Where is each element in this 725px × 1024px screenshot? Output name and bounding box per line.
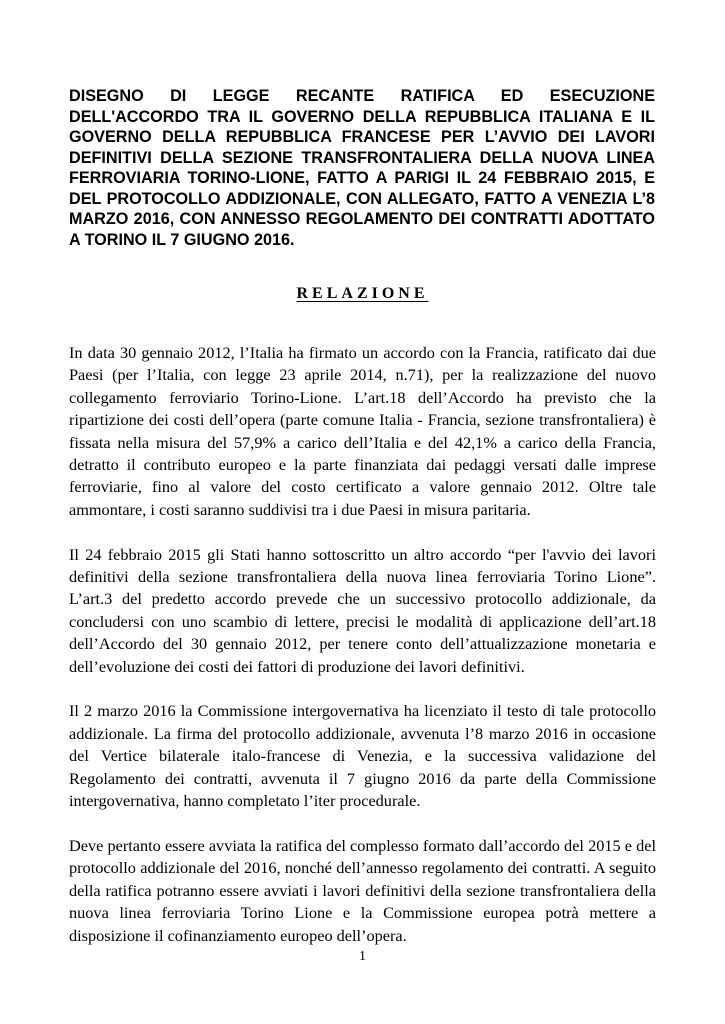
document-body: [69, 342, 656, 969]
document-title: DISEGNO DI LEGGE RECANTE RATIFICA ED ESECUZIONE DELL'ACCORDO TRA IL GOVERNO DELLA REPUBBLICA ITALIANA E IL GOVERNO DELLA REPUBBLICA FRANCESE PER L’AVVIO DEI LAVORI DEFINITIVI DELLA SEZIONE TRANSFRONTALIERA DELLA NUOVA LINEA FERROVIARIA TORINO-LIONE, FATTO A PARIGI IL 24 FEBBRAIO 2015, E DEL PROTOCOLLO ADDIZIONALE, CON ALLEGATO, FATTO A VENEZIA L’8 MARZO 2016, CON ANNESSO REGOLAMENTO DEI CONTRATTI ADOTTATO A TORINO IL 7 GIUGNO 2016.: [69, 87, 655, 249]
paragraph-4: Deve pertanto essere avviata la ratifica del complesso formato dall’accordo del 2015 e del protocollo addizionale del 2016, nonché dell’annesso regolamento dei contratti. A seguito della ratifica potranno essere avviati i lavori definitivi della sezione transfrontaliera della nuova linea ferroviaria Torino Lione e la Commissione europea potrà mettere a disposizione il cofinanziamento europeo dell’opera.: [69, 835, 656, 945]
section-heading: RELAZIONE: [296, 285, 429, 302]
paragraph-3: Il 2 marzo 2016 la Commissione intergovernativa ha licenziato il testo di tale protocollo addizionale. La firma del protocollo addizionale, avvenuta l’8 marzo 2016 in occasione del Vertice bilaterale italo-francese di Venezia, e la successiva validazione del Regolamento dei contratti, avvenuta il 7 giugno 2016 da parte della Commissione intergovernativa, hanno completato l’iter procedurale.: [69, 701, 656, 811]
paragraph-2: Il 24 febbraio 2015 gli Stati hanno sottoscritto un altro accordo “per l'avvio dei lavori definitivi della sezione transfrontaliera della nuova linea ferroviaria Torino Lione”. L’art.3 del predetto accordo prevede che un successivo protocollo addizionale, da concludersi con uno scambio di lettere, precisi le modalità di applicazione dell’art.18 dell’Accordo del 30 gennaio 2012, per tenere conto dell’attualizzazione monetaria e dell’evoluzione dei costi dei fattori di produzione dei lavori definitivi.: [69, 544, 656, 676]
paragraph-1: In data 30 gennaio 2012, l’Italia ha firmato un accordo con la Francia, ratificato dai due Paesi (per l’Italia, con legge 23 aprile 2014, n.71), per la realizzazione del nuovo collegamento ferroviario Torino-Lione. L’art.18 dell’Accordo ha previsto che la ripartizione dei costi dell’opera (parte comune Italia - Francia, sezione transfrontaliera) è fissata nella misura del 57,9% a carico dell’Italia e del 42,1% a carico della Francia, detratto il contributo europeo e la parte finanziata dai pedaggi versati dalle imprese ferroviarie, fino al valore del costo certificato a valore gennaio 2012. Oltre tale ammontare, i costi saranno suddivisi tra i due Paesi in misura paritaria.: [69, 343, 656, 519]
page-number: 1: [359, 949, 366, 964]
